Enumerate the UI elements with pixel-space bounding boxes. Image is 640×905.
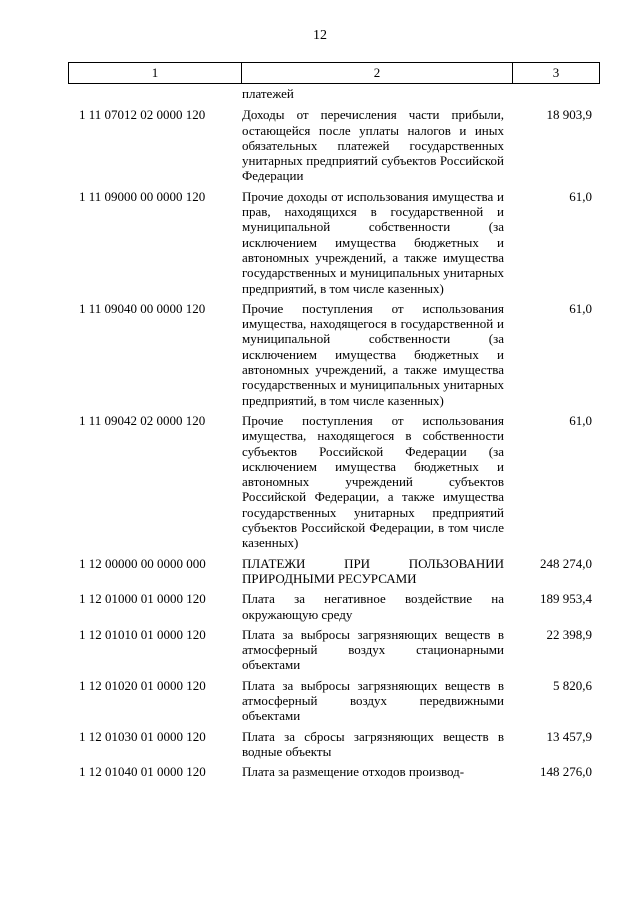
table-row — [68, 301, 600, 408]
row-name: ПЛАТЕЖИ ПРИ ПОЛЬЗОВАНИИ ПРИРОДНЫМИ РЕСУРСАМИ — [242, 555, 504, 586]
row-code: 1 11 09042 02 0000 120 — [79, 412, 206, 428]
header-col-3: 3 — [552, 65, 560, 80]
table-row — [68, 107, 600, 183]
row-code: 1 12 01030 01 0000 120 — [79, 728, 206, 744]
row-name: Прочие доходы от использования имущества и прав, находящихся в государственной и муниципальной собственности (за исключением имущества бюджетных и автономных учреждений, а также имущества государственных и муниципальных унитарных предприятий, в том числе казенных) — [242, 188, 504, 296]
header-col-2: 2 — [242, 63, 513, 83]
table-row — [68, 556, 600, 587]
row-amount: 148 276,0 — [540, 764, 592, 780]
table-row — [68, 764, 600, 779]
row-code: 1 12 01040 01 0000 120 — [79, 764, 206, 780]
row-name: Плата за сбросы загрязняющих веществ в водные объекты — [242, 728, 504, 759]
continuation-row — [68, 86, 600, 101]
table-row — [68, 729, 600, 760]
row-code: 1 11 09040 00 0000 120 — [79, 300, 206, 316]
row-amount: 18 903,9 — [546, 107, 592, 123]
row-amount: 5 820,6 — [553, 677, 592, 693]
table-row — [68, 189, 600, 296]
row-name: Плата за негативное воздействие на окружающую среду — [242, 591, 504, 622]
table-body — [68, 86, 600, 784]
continuation-text: платежей — [242, 86, 294, 101]
row-code: 1 12 01020 01 0000 120 — [79, 677, 206, 693]
row-name: Доходы от перечисления части прибыли, остающейся после уплаты налогов и иных обязательных платежей государственных унитарных предприятий субъектов Российской Федерации — [242, 107, 504, 184]
row-amount: 61,0 — [569, 188, 592, 204]
row-amount: 61,0 — [569, 412, 592, 428]
row-amount: 61,0 — [569, 300, 592, 316]
table-row — [68, 678, 600, 724]
row-code: 1 12 01000 01 0000 120 — [79, 591, 206, 607]
row-code: 1 12 01010 01 0000 120 — [79, 626, 206, 642]
table-header — [68, 62, 600, 84]
row-name: Прочие поступления от использования имущества, находящегося в государственной и муниципальной собственности (за исключением имущества бюджетных и автономных учреждений, а также имущества государственных и муниципальных унитарных предприятий, в том числе казенных) — [242, 300, 504, 408]
row-name: Плата за выбросы загрязняющих веществ в атмосферный воздух стационарными объектами — [242, 626, 504, 673]
row-amount: 22 398,9 — [546, 626, 592, 642]
table-row — [68, 627, 600, 673]
page-number: 12 — [313, 28, 327, 43]
row-name: Плата за выбросы загрязняющих веществ в атмосферный воздух передвижными объектами — [242, 677, 504, 724]
row-code: 1 11 07012 02 0000 120 — [79, 107, 206, 123]
row-amount: 13 457,9 — [546, 728, 592, 744]
header-col-1: 1 — [69, 63, 242, 83]
row-name: Прочие поступления от использования имущества, находящегося в собственности субъектов Российской Федерации (за исключением имущества бюджетных и автономных учреждений субъектов Российской Федерации, а также имущества государственных унитарных предприятий субъектов Российской Федерации, в том числе казенных) — [242, 412, 504, 551]
row-amount: 189 953,4 — [540, 591, 592, 607]
row-code: 1 11 09000 00 0000 120 — [79, 188, 206, 204]
table-row — [68, 413, 600, 551]
row-code: 1 12 00000 00 0000 000 — [79, 555, 206, 571]
row-amount: 248 274,0 — [540, 555, 592, 571]
row-name: Плата за размещение отходов производ- — [242, 764, 465, 780]
table-row — [68, 591, 600, 622]
